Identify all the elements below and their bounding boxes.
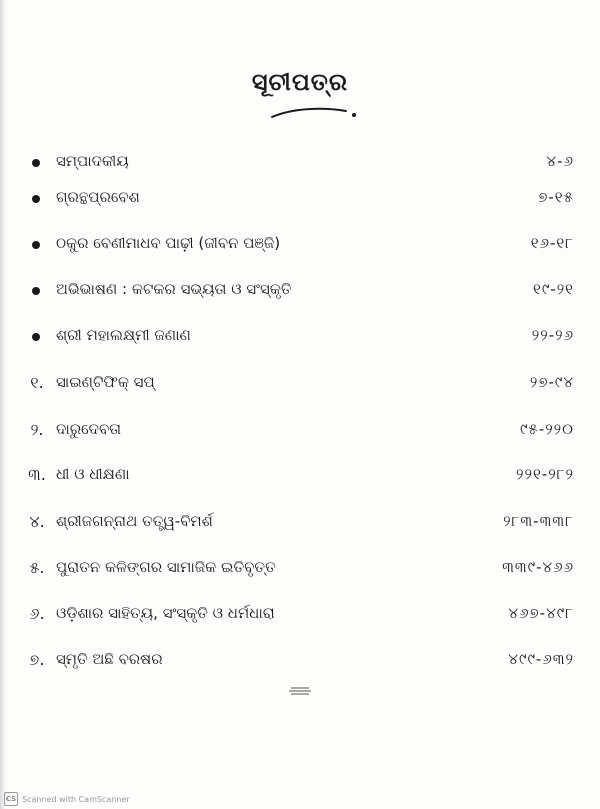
toc-entry-title: ଅଭିଭାଷଣ : କଟକର ସଭ୍ୟତା ଓ ସଂସ୍କୃତି bbox=[56, 280, 292, 298]
toc-entry bbox=[26, 324, 574, 352]
toc-entry-pages: ୭-୧୫ bbox=[538, 188, 574, 206]
toc-entry-number: ୭. bbox=[29, 650, 45, 669]
toc-entry-title: ଶ୍ରୀ ମହାଲକ୍ଷ୍ମୀ ଜଣାଣ bbox=[56, 326, 191, 344]
toc-entry-title: ସାଇଣ୍ଟିଫିକ୍ ସପ୍ bbox=[56, 373, 155, 391]
toc-entry-pages: ୯୫-୨୨୦ bbox=[519, 420, 574, 438]
scanner-text: Scanned with CamScanner bbox=[22, 794, 130, 804]
toc-entry-pages: ୩୩୯-୪୬୬ bbox=[502, 558, 574, 576]
toc-entry-title: ଶ୍ରୀଜଗନ୍ନାଥ ତତ୍ତ୍ୱ-ବିମର୍ଶ bbox=[56, 512, 213, 530]
toc-entry-number: ୨. bbox=[30, 420, 44, 439]
toc-entry bbox=[26, 150, 574, 178]
toc-entry-pages: ୪୬୭-୪୯୮ bbox=[508, 604, 574, 622]
bullet-icon bbox=[32, 333, 40, 341]
toc-entry bbox=[26, 648, 574, 676]
toc-entry-title: ସ୍ମୃତି ଅଛି ବରଷର bbox=[56, 650, 163, 668]
toc-entry-title: ଗ୍ରନ୍ଥପ୍ରବେଶ bbox=[56, 188, 140, 206]
toc-entry bbox=[26, 278, 574, 306]
toc-entry-pages: ୨୨୧-୨୮୨ bbox=[516, 465, 574, 483]
toc-entry-pages: ୨୮୩-୩୩୮ bbox=[503, 512, 574, 530]
toc-entry-number: ୧. bbox=[30, 373, 44, 392]
toc-entry-number: ୩. bbox=[28, 465, 46, 484]
toc-entry bbox=[26, 371, 574, 399]
toc-entry bbox=[26, 510, 574, 538]
scanner-watermark bbox=[4, 792, 130, 806]
toc-entry bbox=[26, 232, 574, 260]
toc-entry-number: ୪. bbox=[29, 512, 45, 531]
toc-entry-title: ସମ୍ପାଦକୀୟ bbox=[56, 152, 129, 170]
toc-entry-title: ପୁରାତନ କଳିଙ୍ଗର ସାମାଜିକ ଇତିବୃତ୍ତ bbox=[56, 558, 276, 576]
toc-entry-pages: ୨୭-୯୪ bbox=[529, 373, 574, 391]
toc-entry-pages: ୧୬-୧୮ bbox=[530, 234, 574, 252]
toc-title: ସୂଚୀପତ୍ର bbox=[251, 68, 349, 96]
toc-entry bbox=[26, 602, 574, 630]
toc-entry bbox=[26, 418, 574, 446]
toc-entry-pages: ୪-୬ bbox=[546, 152, 574, 170]
bullet-icon bbox=[32, 159, 40, 167]
toc-entry-pages: ୪୯୯-୬୩୨ bbox=[508, 650, 574, 668]
camscanner-logo-icon: CS bbox=[4, 792, 18, 806]
toc-entry-title: ଠକୁର ବେଣୀମାଧବ ପାଢ଼ୀ (ଜୀବନ ପଞ୍ଜି) bbox=[56, 234, 281, 252]
toc-entry-title: ଓଡ଼ିଶାର ସାହିତ୍ୟ, ସଂସ୍କୃତି ଓ ଧର୍ମଧାରା bbox=[56, 604, 275, 622]
bullet-icon bbox=[32, 287, 40, 295]
toc-entry-title: ଦାରୁଦେବତା bbox=[56, 420, 122, 438]
end-ornament bbox=[288, 686, 312, 696]
bullet-icon bbox=[32, 241, 40, 249]
toc-entry bbox=[26, 186, 574, 214]
toc-entry bbox=[26, 556, 574, 584]
bullet-icon bbox=[32, 195, 40, 203]
toc-entry bbox=[26, 463, 574, 491]
toc-entry-title: ଧୀ ଓ ଧୀକ୍ଷଣା bbox=[56, 465, 130, 483]
toc-entry-pages: ୨୨-୨୬ bbox=[531, 326, 574, 344]
toc-entry-pages: ୧୯-୨୧ bbox=[533, 280, 574, 298]
toc-entry-number: ୫. bbox=[29, 558, 45, 577]
toc-entry-number: ୬. bbox=[29, 604, 45, 623]
